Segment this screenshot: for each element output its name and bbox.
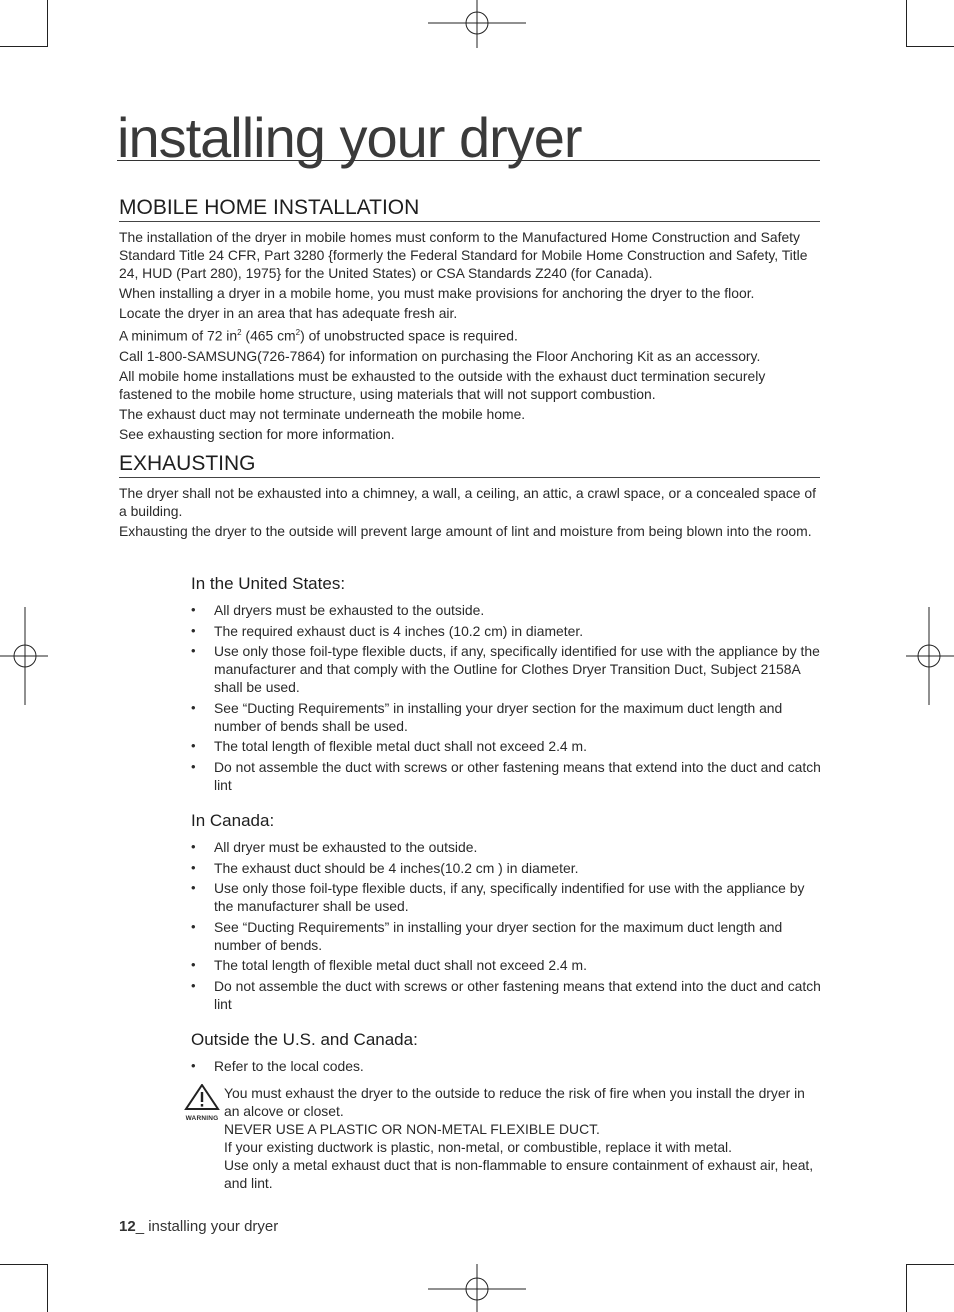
list-item: • The required exhaust duct is 4 inches (10.2 cm) in diameter.	[191, 622, 821, 640]
warning-line: You must exhaust the dryer to the outside to reduce the risk of fire when you install the dryer in an alcove or closet.	[224, 1085, 805, 1119]
list-item: • The total length of flexible metal duct shall not exceed 2.4 m.	[191, 737, 821, 755]
registration-mark-top	[428, 0, 526, 48]
exhausting-section	[119, 451, 820, 542]
list-item: • See “Ducting Requirements” in installing your dryer section for the maximum duct length and number of bends.	[191, 918, 821, 954]
list-item: • Do not assemble the duct with screws or other fastening means that extend into the duct and catch lint	[191, 977, 821, 1013]
page-footer	[119, 1218, 278, 1235]
registration-mark-left	[0, 607, 48, 705]
paragraph: Locate the dryer in an area that has adequate fresh air.	[119, 305, 458, 321]
crop-mark	[906, 46, 954, 47]
outside-subsection	[191, 1029, 821, 1078]
crop-mark	[0, 46, 48, 47]
list-item: • Do not assemble the duct with screws or other fastening means that extend into the duct and catch lint	[191, 758, 821, 794]
superscript: 2	[237, 328, 242, 337]
footer-text: _ installing your dryer	[135, 1218, 279, 1235]
paragraph: The exhaust duct may not terminate underneath the mobile home.	[119, 405, 526, 422]
min-space-text: A minimum of 72 in	[119, 327, 238, 344]
warning-line: If your existing ductwork is plastic, non-metal, or combustible, replace it with metal.	[224, 1139, 732, 1155]
list-item: • Refer to the local codes.	[191, 1057, 821, 1075]
list-item: • Use only those foil-type flexible ducts, if any, specifically identified for use with the appliance by the manufacturer and that comply with the Outline for Clothes Dryer Transition Duct, Subject 2158A shall be used.	[191, 642, 821, 696]
crop-mark	[47, 1264, 48, 1312]
mobile-home-section	[119, 195, 820, 445]
warning-line: Use only a metal exhaust duct that is non-flammable to ensure containment of exhaust air, heat, and lint.	[224, 1157, 814, 1191]
crop-mark	[47, 0, 48, 47]
us-list	[191, 601, 821, 794]
min-space-paragraph	[119, 324, 820, 345]
min-space-text: ) of unobstructed space is required.	[300, 327, 518, 344]
superscript: 2	[295, 328, 301, 337]
us-heading: In the United States:	[191, 574, 346, 593]
page-title: installing your dryer	[117, 108, 820, 161]
warning-icon	[184, 1084, 220, 1124]
list-item: • All dryers must be exhausted to the outside.	[191, 601, 821, 619]
mobile-home-heading: MOBILE HOME INSTALLATION	[119, 195, 820, 222]
crop-mark	[906, 1264, 954, 1265]
paragraph: The installation of the dryer in mobile homes must conform to the Manufactured Home Construction and Safety Standard Title 24 CFR, Part 3280 {formerly the Federal Standard for Mobile Home Construction and Safety, Title 24, HUD (Part 280), 1975} for the United States) or CSA Standards Z240 (for Canada).	[119, 229, 808, 281]
crop-mark	[906, 0, 907, 47]
warning-line: NEVER USE A PLASTIC OR NON-METAL FLEXIBLE DUCT.	[224, 1121, 600, 1137]
registration-mark-right	[906, 607, 954, 705]
registration-mark-bottom	[428, 1264, 526, 1312]
warning-triangle-icon	[184, 1084, 220, 1110]
warning-text	[224, 1084, 820, 1192]
list-item: • All dryer must be exhausted to the outside.	[191, 838, 821, 856]
list-item: • See “Ducting Requirements” in installing your dryer section for the maximum duct length and number of bends shall be used.	[191, 699, 821, 735]
crop-mark	[0, 1264, 48, 1265]
paragraph: Exhausting the dryer to the outside will prevent large amount of lint and moisture from being blown into the room.	[119, 523, 812, 539]
exhausting-heading: EXHAUSTING	[119, 451, 820, 478]
canada-list	[191, 838, 821, 1013]
warning-icon-label: WARNING	[185, 1115, 219, 1122]
paragraph: See exhausting section for more information.	[119, 425, 395, 442]
paragraph: All mobile home installations must be exhausted to the outside with the exhaust duct termination securely fastened to the mobile home structure, using materials that will not support combustion.	[119, 367, 766, 402]
paragraph: The dryer shall not be exhausted into a chimney, a wall, a ceiling, an attic, a crawl space, or a concealed space of a building.	[119, 485, 816, 519]
us-subsection	[191, 573, 821, 796]
outside-heading: Outside the U.S. and Canada:	[191, 1030, 418, 1049]
canada-subsection	[191, 810, 821, 1015]
outside-list	[191, 1057, 821, 1075]
paragraph: Call 1-800-SAMSUNG(726-7864) for information on purchasing the Floor Anchoring Kit as an accessory.	[119, 347, 761, 364]
list-item: • Use only those foil-type flexible ducts, if any, specifically indentified for use with the appliance by the manufacturer shall be used.	[191, 879, 821, 915]
crop-mark	[906, 1264, 907, 1312]
canada-heading: In Canada:	[191, 811, 275, 830]
page-number: 12	[119, 1218, 136, 1235]
list-item: • The exhaust duct should be 4 inches(10.2 cm ) in diameter.	[191, 859, 821, 877]
list-item: • The total length of flexible metal duct shall not exceed 2.4 m.	[191, 956, 821, 974]
paragraph: When installing a dryer in a mobile home, you must make provisions for anchoring the dryer to the floor.	[119, 285, 755, 301]
min-space-text: (465 cm	[241, 327, 296, 344]
